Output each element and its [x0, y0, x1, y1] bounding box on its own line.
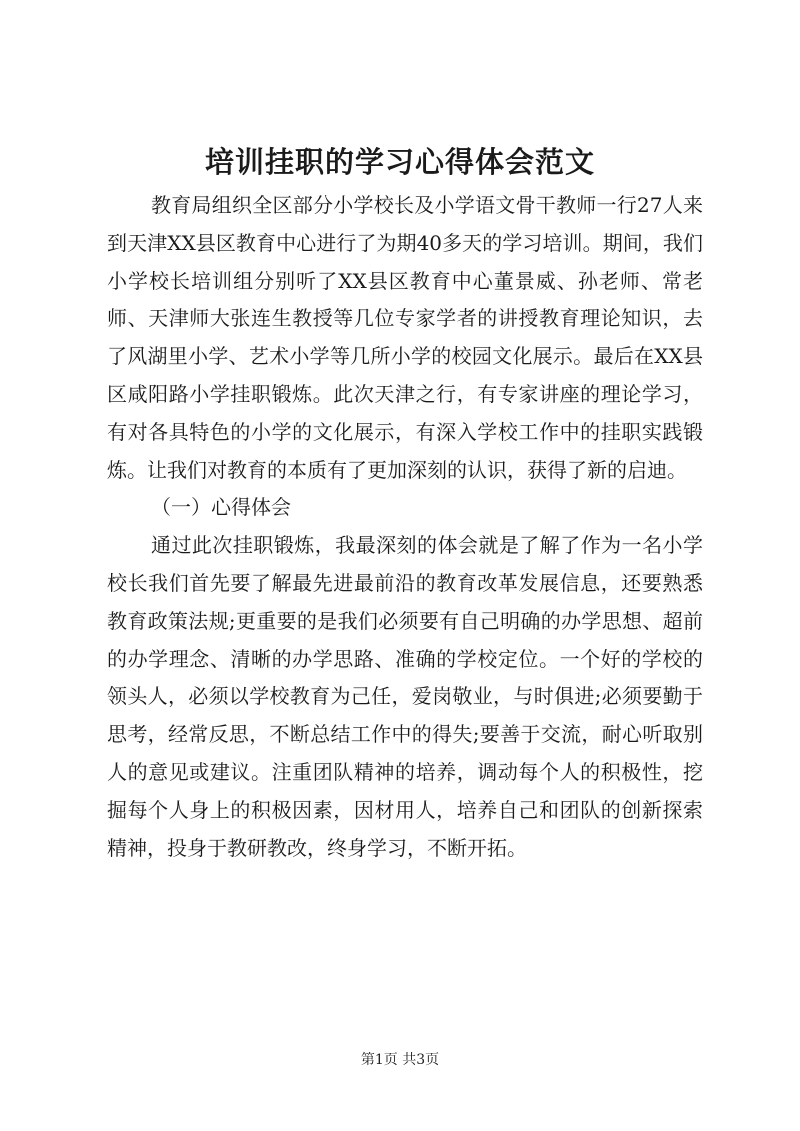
document-title: 培训挂职的学习心得体会范文 — [204, 145, 595, 179]
section-heading: （一）心得体会 — [151, 495, 291, 520]
document-body — [107, 187, 703, 867]
paragraph-intro: 教育局组织全区部分小学校长及小学语文骨干教师一行27人来到天津XX县区教育中心进行了为期40多天的学习培训。期间，我们小学校长培训组分别听了XX县区教育中心董景威、孙老师、常老师、天津师大张连生教授等几位专家学者的讲授教育理论知识，去了风湖里小学、艺术小学等几所小学的校园文化展示。最后在XX县区咸阳路小学挂职锻炼。此次天津之行，有专家讲座的理论学习，有对各具特色的小学的文化展示，有深入学校工作中的挂职实践锻炼。让我们对教育的本质有了更加深刻的认识，获得了新的启迪。 — [107, 193, 703, 482]
paragraph-experience: 通过此次挂职锻炼，我最深刻的体会就是了解了作为一名小学校长我们首先要了解最先进最前沿的教育改革发展信息，还要熟悉教育政策法规;更重要的是我们必须要有自己明确的办学思想、超前的办学理念、清晰的办学思路、准确的学校定位。一个好的学校的领头人，必须以学校教育为己任，爱岗敬业，与时俱进;必须要勤于思考，经常反思，不断总结工作中的得失;要善于交流，耐心听取别人的意见或建议。注重团队精神的培养，调动每个人的积极性，挖掘每个人身上的积极因素，因材用人，培养自己和团队的创新探索精神，投身于教研教改，终身学习，不断开拓。 — [107, 533, 703, 860]
page-footer: 第1页 共3页 — [360, 1052, 440, 1068]
